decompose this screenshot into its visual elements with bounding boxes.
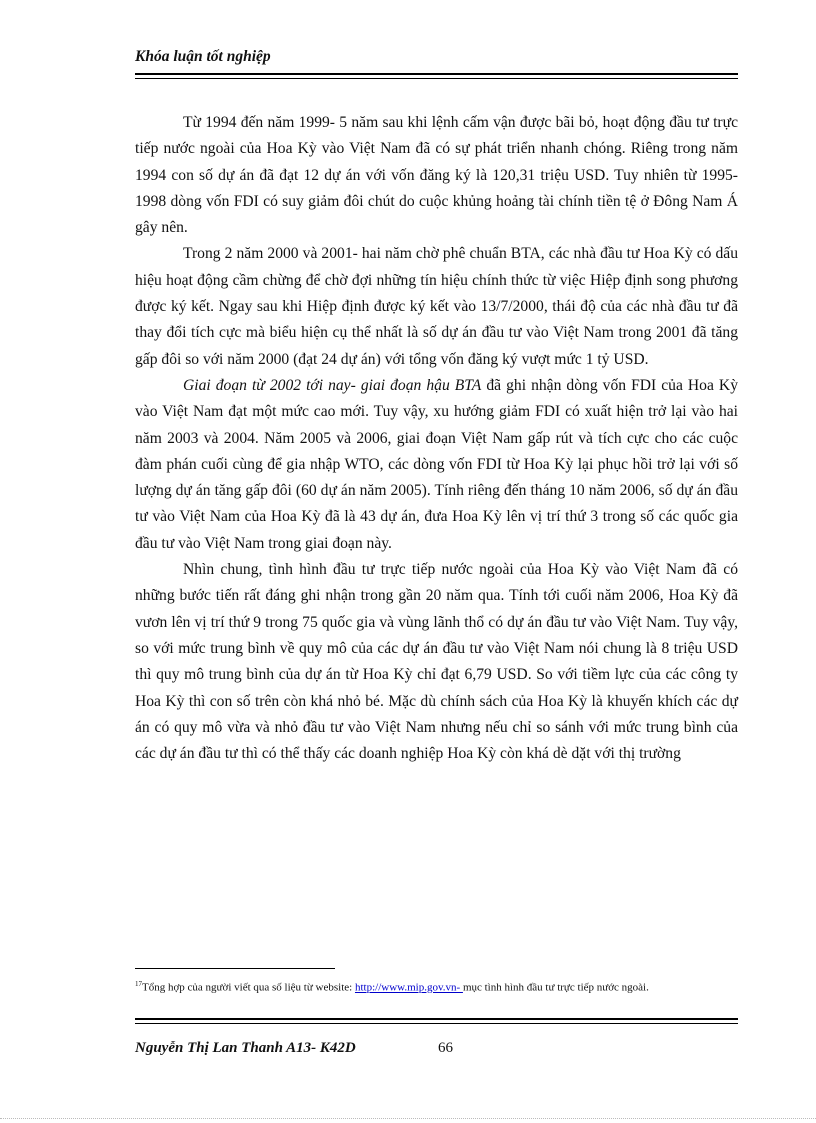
paragraph-text: Nhìn chung, tình hình đầu tư trực tiếp nước ngoài của Hoa Kỳ vào Việt Nam đã có những bước tiến rất đáng ghi nhận trong gần 20 năm qua. Tính tới cuối năm 2006, Hoa Kỳ đã vươn lên vị trí thứ 9 trong 75 quốc gia và vùng lãnh thổ có dự án đầu tư vào Việt Nam. Tuy vậy, so với mức trung bình về quy mô của các dự án đầu tư vào Việt Nam nói chung là 8 triệu USD thì quy mô trung bình của dự án từ Hoa Kỳ chỉ đạt 6,79 USD. So với tiềm lực của các công ty Hoa Kỳ thì con số trên còn khá nhỏ bé. Mặc dù chính sách của Hoa Kỳ là khuyến khích các dự án có quy mô vừa và nhỏ đầu tư vào Việt Nam nhưng nếu chỉ so sánh với mức trung bình của các dự án đầu tư thì có thể thấy các doanh nghiệp Hoa Kỳ còn khá dè dặt với thị trường	[135, 561, 738, 763]
paragraph-4	[135, 557, 738, 767]
paragraph-1	[135, 110, 738, 241]
paragraph-text: Từ 1994 đến năm 1999- 5 năm sau khi lệnh cấm vận được bãi bỏ, hoạt động đầu tư trực tiếp nước ngoài của Hoa Kỳ vào Việt Nam đã có sự phát triển nhanh chóng. Riêng trong năm 1994 con số dự án đã đạt 12 dự án với vốn đăng ký là 120,31 triệu USD. Tuy nhiên từ 1995- 1998 dòng vốn FDI có suy giảm đôi chút do cuộc khủng hoảng tài chính tiền tệ ở Đông Nam Á gây nên.	[135, 114, 738, 237]
header-rule-top	[135, 73, 738, 75]
page-edge-dotted	[0, 1118, 816, 1119]
footnote-text: Tổng hợp của người viết qua số liệu từ website:	[142, 981, 355, 994]
footer-rule-bottom	[135, 1023, 738, 1024]
footnote-text-tail: mục tình hình đầu tư trực tiếp nước ngoài.	[462, 981, 649, 994]
footnote-link[interactable]: http://www.mip.gov.vn-	[354, 981, 463, 994]
footnote-separator	[135, 968, 335, 969]
footer-author: Nguyễn Thị Lan Thanh A13- K42D	[135, 1040, 356, 1056]
footer-rule-top	[135, 1018, 738, 1020]
paragraph-text: đã ghi nhận dòng vốn FDI của Hoa Kỳ vào Việt Nam đạt một mức cao mới. Tuy vậy, xu hướng giảm FDI có xuất hiện trở lại vào hai năm 2003 và 2004. Năm 2005 và 2006, giai đoạn Việt Nam gấp rút và tích cực cho các cuộc đàm phán cuối cùng để gia nhập WTO, các dòng vốn FDI từ Hoa Kỳ lại phục hồi trở lại với số lượng dự án tăng gấp đôi (60 dự án năm 2005). Tính riêng đến tháng 10 năm 2006, số dự án đầu tư vào Việt Nam của Hoa Kỳ đã là 43 dự án, đưa Hoa Kỳ lên vị trí thứ 3 trong số các quốc gia đầu tư vào Việt Nam trong giai đoạn này.	[135, 376, 738, 552]
page-number: 66	[438, 1040, 453, 1056]
footnote-number: 17	[135, 980, 142, 988]
footnote	[135, 976, 725, 997]
header-title: Khóa luận tốt nghiệp	[135, 48, 271, 65]
paragraph-3	[135, 373, 738, 557]
paragraph-italic-lead: Giai đoạn từ 2002 tới nay- giai đoạn hậu BTA	[183, 376, 482, 394]
paragraph-text: Trong 2 năm 2000 và 2001- hai năm chờ phê chuẩn BTA, các nhà đầu tư Hoa Kỳ có dấu hiệu hoạt động cầm chừng để chờ đợi những tín hiệu chính thức từ việc Hiệp định song phương được ký kết. Ngay sau khi Hiệp định được ký kết vào 13/7/2000, thái độ của các nhà đầu tư đã thay đổi tích cực mà biểu hiện cụ thể nhất là số dự án đầu tư vào Việt Nam trong 2001 đã tăng gấp đôi so với năm 2000 (đạt 24 dự án) với tổng vốn đăng ký vượt mức 1 tỷ USD.	[135, 245, 738, 368]
header-rule-bottom	[135, 78, 738, 79]
main-body	[135, 110, 738, 767]
paragraph-2	[135, 241, 738, 372]
